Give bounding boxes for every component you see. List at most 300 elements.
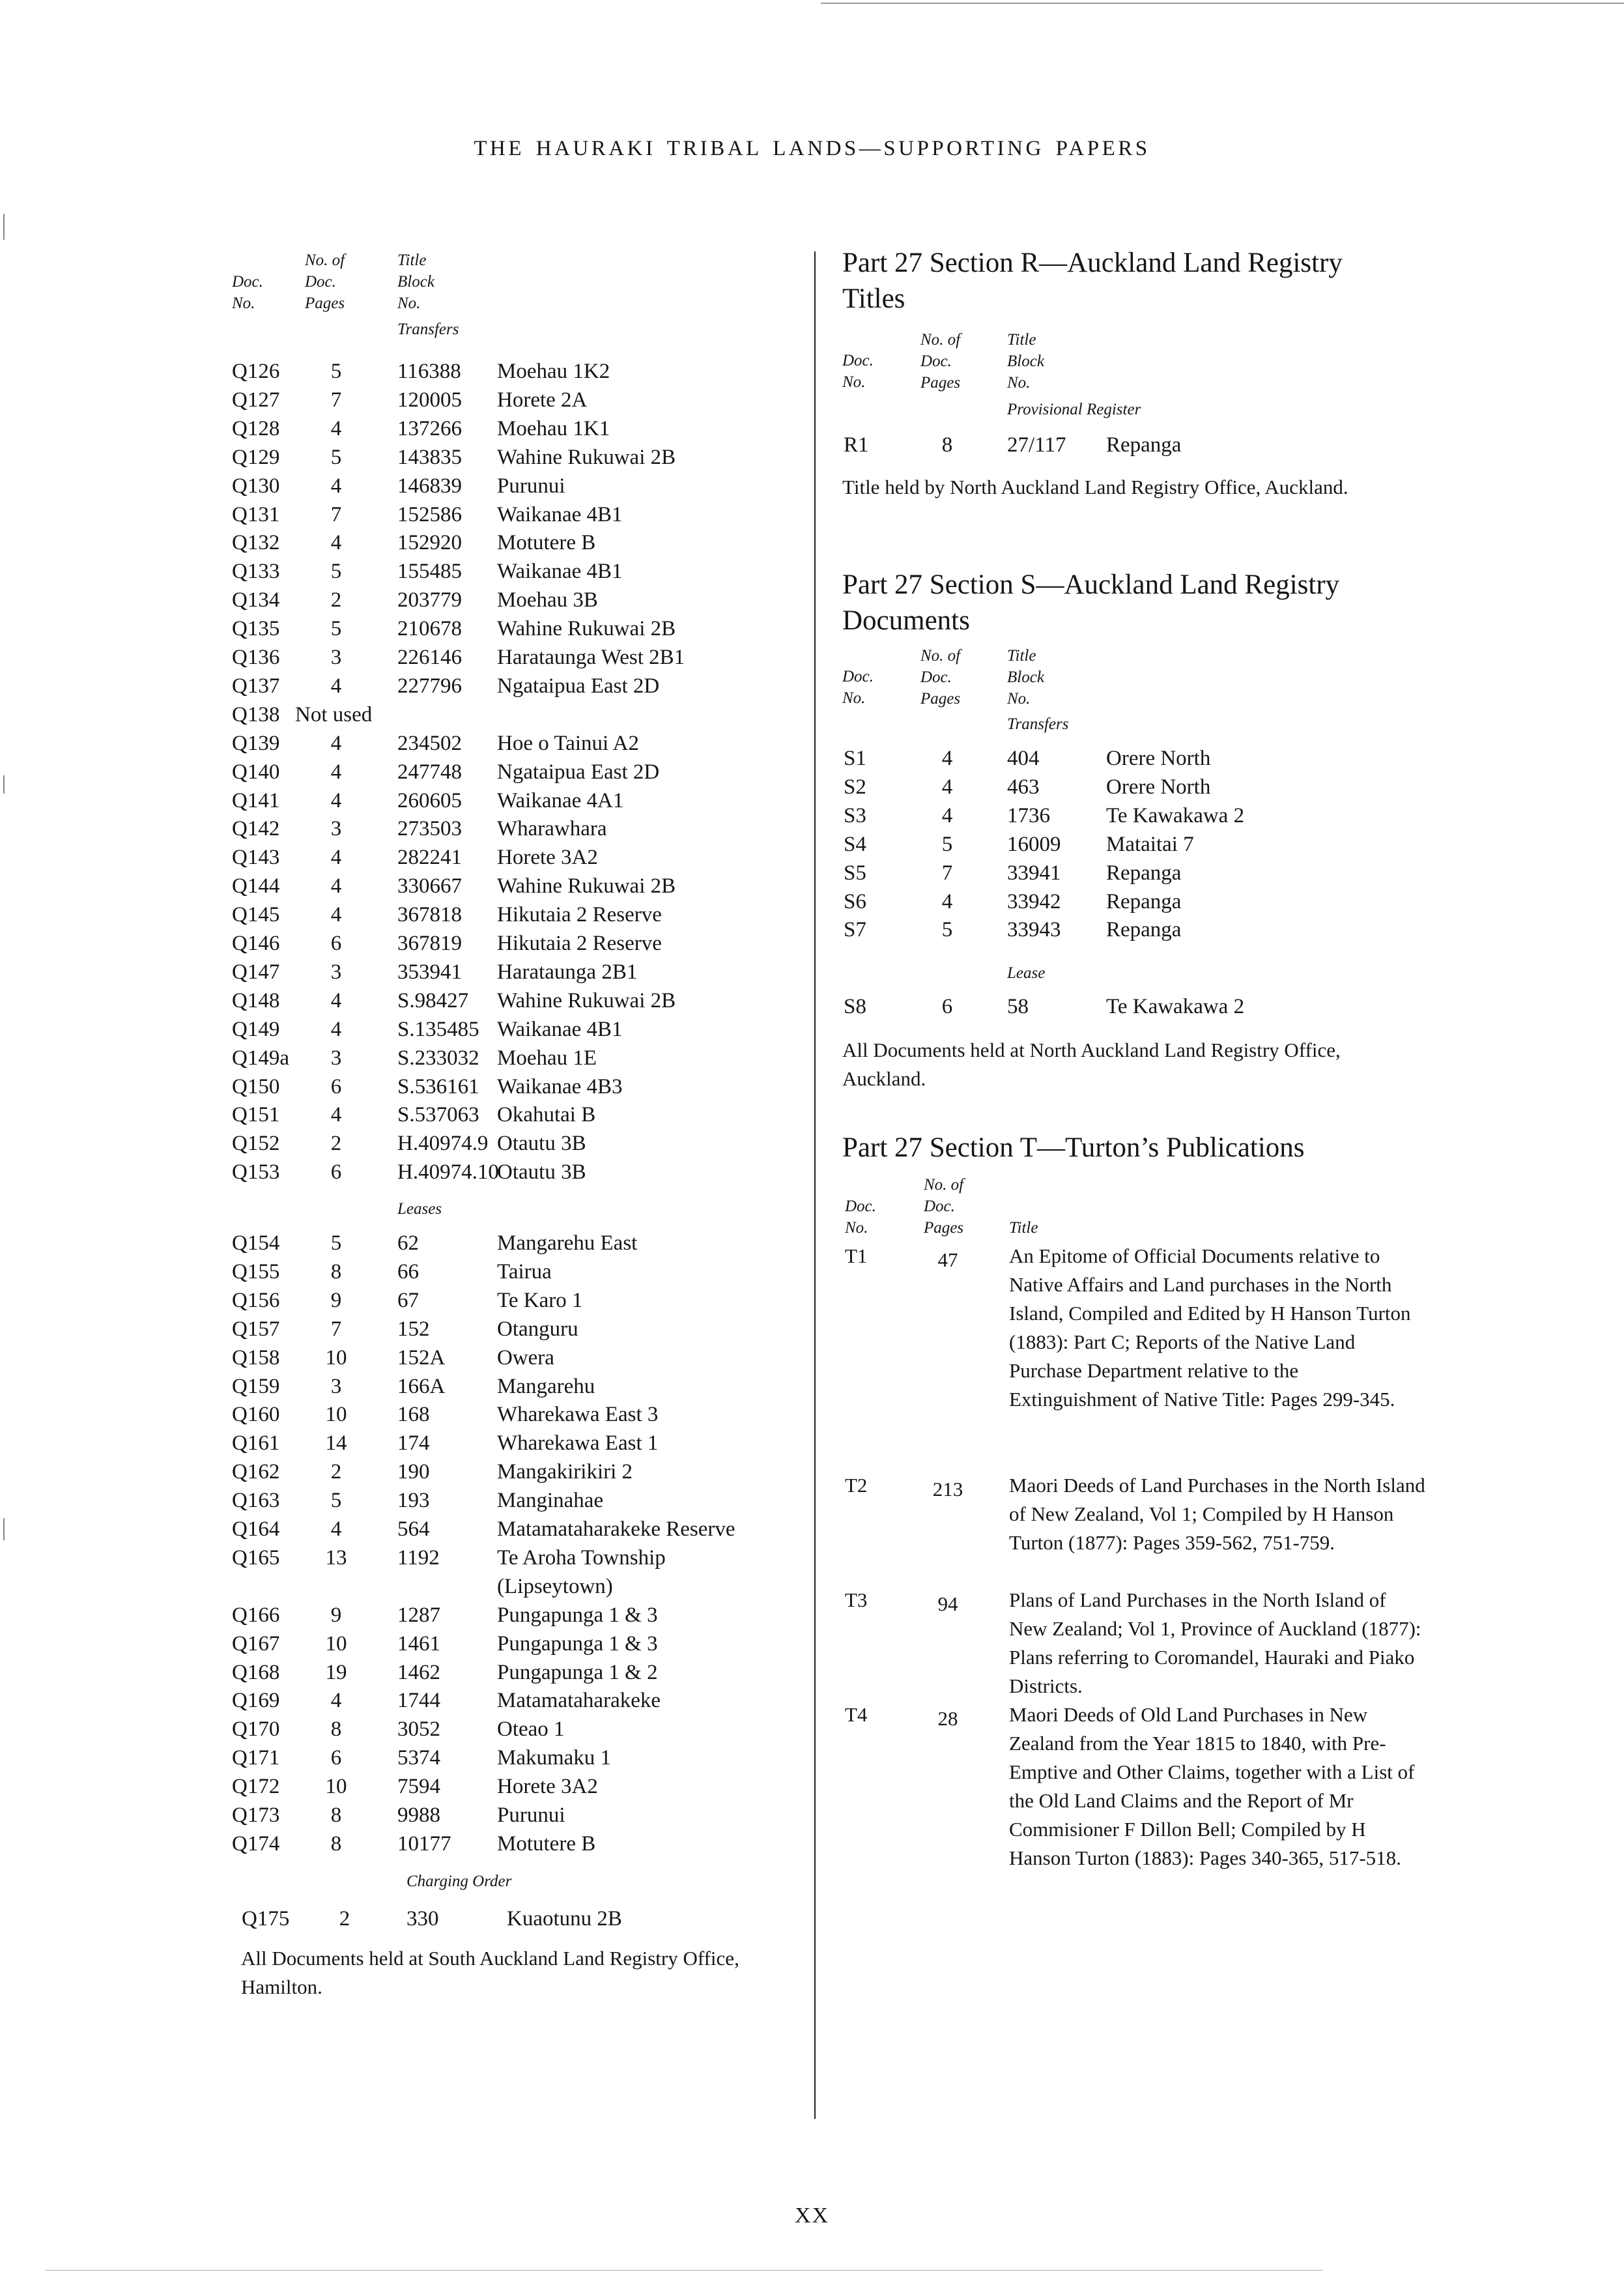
title-block-no: 463 — [1007, 775, 1040, 799]
page-count: 4 — [330, 903, 342, 927]
page-count: 8 — [330, 1717, 342, 1742]
doc-number: Q171 — [232, 1746, 280, 1770]
block-name: Wahine Rukuwai 2B — [497, 617, 676, 641]
page-count: 7 — [330, 502, 342, 526]
doc-number: Q137 — [232, 674, 280, 698]
publication-title: Maori Deeds of Old Land Purchases in New Zealand from the Year 1815 to 1840, with Pre-Emptive and Other Claims, together with a List of the Old Land Claims and the Report of Mr Commisioner F Dillon Bell; Compiled by H Hanson Turton (1883): Pages 340-365, 517-518. — [1009, 1703, 1415, 1869]
page-count: 7 — [941, 861, 953, 885]
title-block-no: S.135485 — [397, 1017, 479, 1041]
title-block-no: 33942 — [1007, 889, 1061, 913]
title-block-no: 62 — [397, 1231, 419, 1255]
title-block-no: 564 — [397, 1517, 430, 1541]
page-count: 3 — [330, 960, 342, 984]
subheading-s-lease: Lease — [1007, 964, 1046, 982]
table-row — [0, 992, 1624, 1021]
block-name: Te Kawakawa 2 — [1106, 995, 1245, 1018]
title-block-no: 174 — [397, 1431, 430, 1456]
section-t-title: Part 27 Section T—Turton’s Publications — [842, 1132, 1305, 1163]
page-count: 9 — [330, 1603, 342, 1627]
block-name: Wharekawa East 3 — [497, 1403, 659, 1427]
doc-number: Q166 — [232, 1603, 280, 1627]
doc-number: Q167 — [232, 1631, 280, 1656]
left-footnote: All Documents held at South Auckland Land Registry Office, Hamilton. — [241, 1947, 739, 1998]
doc-number: Q156 — [232, 1288, 280, 1312]
title-block-no: 1192 — [397, 1545, 440, 1570]
title-block-no: 66 — [397, 1259, 419, 1284]
subheading-provisional-register: Provisional Register — [1007, 401, 1141, 418]
block-name: Horete 3A2 — [497, 846, 598, 870]
table-row — [0, 1100, 1624, 1129]
doc-number: Q132 — [232, 531, 280, 555]
table-row — [0, 1904, 1624, 1933]
doc-number: Q154 — [232, 1231, 280, 1255]
doc-number: Q149a — [232, 1046, 289, 1070]
title-block-no: 152A — [397, 1345, 446, 1370]
title-block-no: 367819 — [397, 932, 462, 955]
doc-number: Q139 — [232, 731, 280, 755]
block-name-continued: (Lipseytown) — [497, 1574, 613, 1598]
page-count: 5 — [330, 617, 342, 641]
col-header-pages: No. of Doc. Pages — [305, 251, 345, 312]
block-name: Kuaotunu 2B — [507, 1907, 622, 1931]
block-name: Otanguru — [497, 1317, 578, 1341]
title-block-no: 1287 — [397, 1603, 440, 1627]
doc-number: Q148 — [232, 988, 280, 1012]
col-header-title-block: Title Block No. — [397, 251, 434, 312]
doc-number: Q161 — [232, 1431, 280, 1456]
publication-title: An Epitome of Official Documents relative to Native Affairs and Land purchases in the North Island, Compiled and Edited by H Hanson Turton (1883): Part C; Reports of the Native Land Purchase Department relative to the Extinguishment of Native Title: Pages 299-345. — [1009, 1244, 1411, 1411]
page-count: 8 — [941, 433, 953, 457]
title-block-no: H.40974.9 — [397, 1132, 489, 1156]
section-s-col-header-title: Title Block No. — [1007, 647, 1044, 708]
page-count: 10 — [325, 1345, 347, 1370]
block-name: Mangakirikiri 2 — [497, 1460, 633, 1484]
table-row — [0, 744, 1624, 773]
block-name: Ngataipua East 2D — [497, 674, 660, 698]
title-block-no: 353941 — [397, 960, 462, 984]
title-block-no: 1744 — [397, 1689, 440, 1713]
subheading-charging-order: Charging Order — [406, 1873, 512, 1890]
block-name: Matamataharakeke Reserve — [497, 1517, 735, 1541]
doc-number: Q126 — [232, 360, 280, 383]
table-row — [0, 500, 1624, 529]
page-count: 10 — [325, 1775, 347, 1799]
block-name: Repanga — [1106, 861, 1182, 885]
table-row — [0, 431, 1624, 459]
block-name: Otautu 3B — [497, 1132, 586, 1156]
page-count: 8 — [330, 1831, 342, 1856]
block-name: Ngataipua East 2D — [497, 760, 660, 784]
page-count: 213 — [932, 1478, 963, 1500]
section-s-col-header-pages: No. of Doc. Pages — [920, 647, 961, 708]
block-name: Pungapunga 1 & 2 — [497, 1660, 658, 1684]
doc-number: Q173 — [232, 1803, 280, 1827]
doc-number: S4 — [844, 832, 866, 856]
section-t-col-header-doc: Doc. No. — [845, 1198, 876, 1237]
page-count: 4 — [330, 788, 342, 812]
title-block-no: 282241 — [397, 846, 462, 870]
title-block-no: 152586 — [397, 502, 462, 526]
table-row — [0, 859, 1624, 887]
doc-number: Q138 — [232, 702, 280, 726]
block-name: Wahine Rukuwai 2B — [497, 874, 676, 898]
title-block-no: 203779 — [397, 588, 462, 612]
doc-number: T3 — [845, 1588, 868, 1611]
doc-number: Q144 — [232, 874, 280, 898]
section-t-col-header-pages: No. of Doc. Pages — [924, 1176, 964, 1237]
block-name: Repanga — [1106, 433, 1182, 457]
page-count: 5 — [330, 360, 342, 383]
section-r-note: Title held by North Auckland Land Registry Office, Auckland. — [842, 476, 1348, 498]
page-count: 6 — [330, 1746, 342, 1770]
title-block-no: 9988 — [397, 1803, 440, 1827]
doc-number: Q147 — [232, 960, 280, 984]
section-s-title: Part 27 Section S—Auckland Land Registry Documents — [842, 569, 1340, 636]
block-name: Repanga — [1106, 889, 1182, 913]
block-name: Manginahae — [497, 1489, 604, 1513]
page-count: 3 — [330, 1046, 342, 1070]
title-block-no: 5374 — [397, 1746, 440, 1770]
title-block-no: 143835 — [397, 445, 462, 469]
title-block-no: 247748 — [397, 760, 462, 784]
page-count: 4 — [330, 731, 342, 755]
doc-number: Q136 — [232, 646, 280, 669]
page-count: 4 — [330, 988, 342, 1012]
title-block-no: 330667 — [397, 874, 462, 898]
page-count: 47 — [937, 1248, 958, 1271]
doc-number: Q152 — [232, 1132, 280, 1156]
title-block-no: 190 — [397, 1460, 430, 1484]
page-count: 4 — [941, 747, 953, 770]
page-count: 2 — [339, 1907, 350, 1931]
doc-number: R1 — [844, 433, 869, 457]
page-count: 19 — [325, 1660, 347, 1684]
margin-mark — [3, 214, 5, 240]
title-block-no: 27/117 — [1007, 433, 1066, 457]
page-count: 4 — [330, 674, 342, 698]
page-count: 5 — [330, 1489, 342, 1513]
subheading-transfers: Transfers — [397, 321, 459, 338]
title-block-no: 33943 — [1007, 918, 1061, 942]
doc-number: Q169 — [232, 1689, 280, 1713]
page-count: 5 — [330, 445, 342, 469]
title-block-no: 16009 — [1007, 832, 1061, 856]
table-row — [0, 830, 1624, 859]
doc-number: Q157 — [232, 1317, 280, 1341]
block-name: Moehau 1E — [497, 1046, 597, 1070]
doc-number: Q163 — [232, 1489, 280, 1513]
table-row — [0, 643, 1624, 672]
block-name: Wahine Rukuwai 2B — [497, 988, 676, 1012]
block-name: Motutere B — [497, 531, 596, 555]
title-block-no: 168 — [397, 1403, 430, 1427]
page-count: 4 — [330, 874, 342, 898]
doc-number: Q168 — [232, 1660, 280, 1684]
doc-number: S5 — [844, 861, 866, 885]
section-r-col-header-pages: No. of Doc. Pages — [920, 331, 961, 392]
title-block-no: 7594 — [397, 1775, 440, 1799]
section-r-col-header-title: Title Block No. — [1007, 331, 1044, 392]
section-s-col-header-doc: Doc. No. — [842, 668, 874, 707]
title-block-no: S.98427 — [397, 988, 469, 1012]
title-block-no: 260605 — [397, 788, 462, 812]
page-count: 4 — [941, 775, 953, 799]
page-count: 4 — [941, 803, 953, 827]
not-used-note: Not used — [295, 702, 373, 726]
page-count: 4 — [330, 760, 342, 784]
block-name: Moehau 3B — [497, 588, 598, 612]
doc-number: S1 — [844, 747, 866, 770]
doc-number: Q162 — [232, 1460, 280, 1484]
doc-number: Q129 — [232, 445, 280, 469]
doc-number: Q175 — [242, 1907, 290, 1931]
doc-number: S6 — [844, 889, 866, 913]
block-name: Tairua — [497, 1259, 552, 1284]
page-count: 4 — [330, 1017, 342, 1041]
page-count: 9 — [330, 1288, 342, 1312]
title-block-no: 1461 — [397, 1631, 440, 1656]
doc-number: S3 — [844, 803, 866, 827]
doc-number: Q150 — [232, 1074, 280, 1098]
doc-number: Q141 — [232, 788, 280, 812]
title-block-no: 1736 — [1007, 803, 1050, 827]
doc-number: S2 — [844, 775, 866, 799]
subheading-s-transfers: Transfers — [1007, 715, 1069, 733]
page-count: 3 — [330, 646, 342, 669]
page-count: 4 — [330, 846, 342, 870]
block-name: Purunui — [497, 474, 565, 498]
block-name: Te Aroha Township — [497, 1545, 666, 1570]
doc-number: T1 — [845, 1244, 868, 1267]
block-name: Mangarehu East — [497, 1231, 638, 1255]
title-block-no: 137266 — [397, 416, 462, 440]
title-block-no: 227796 — [397, 674, 462, 698]
doc-number: Q143 — [232, 846, 280, 870]
block-name: Orere North — [1106, 747, 1211, 770]
title-block-no: S.536161 — [397, 1074, 479, 1098]
block-name: Waikanae 4B1 — [497, 560, 623, 584]
block-name: Matamataharakeke — [497, 1689, 661, 1713]
page-count: 13 — [325, 1545, 347, 1570]
page-count: 6 — [941, 995, 953, 1018]
table-row — [0, 357, 1624, 386]
block-name: Orere North — [1106, 775, 1211, 799]
title-block-no: 210678 — [397, 617, 462, 641]
doc-number: Q172 — [232, 1775, 280, 1799]
running-head: THE HAURAKI TRIBAL LANDS—SUPPORTING PAPERS — [474, 137, 1150, 160]
table-row — [0, 958, 1624, 986]
doc-number: Q133 — [232, 560, 280, 584]
page-count: 5 — [330, 1231, 342, 1255]
title-block-no: 33941 — [1007, 861, 1061, 885]
block-name: Te Karo 1 — [497, 1288, 583, 1312]
page-count: 5 — [330, 560, 342, 584]
title-block-no: 234502 — [397, 731, 462, 755]
title-block-no: 146839 — [397, 474, 462, 498]
block-name: Hikutaia 2 Reserve — [497, 932, 662, 955]
col-header-doc-no: Doc. No. — [232, 273, 263, 312]
section-s-note: All Documents held at North Auckland Land Registry Office, Auckland. — [842, 1039, 1341, 1090]
block-name: Hoe o Tainui A2 — [497, 731, 639, 755]
page-count: 3 — [330, 817, 342, 841]
block-name: Horete 2A — [497, 388, 588, 412]
block-name: Wahine Rukuwai 2B — [497, 445, 676, 469]
block-name: Owera — [497, 1345, 554, 1370]
table-row — [0, 1429, 1624, 1457]
page-count: 8 — [330, 1259, 342, 1284]
title-block-no: 10177 — [397, 1831, 451, 1856]
doc-number: Q165 — [232, 1545, 280, 1570]
block-name: Purunui — [497, 1803, 565, 1827]
title-block-no: 155485 — [397, 560, 462, 584]
doc-number: Q135 — [232, 617, 280, 641]
page-count: 10 — [325, 1403, 347, 1427]
block-name: Harataunga 2B1 — [497, 960, 638, 984]
block-name: Waikanae 4A1 — [497, 788, 624, 812]
title-block-no: S.537063 — [397, 1103, 479, 1127]
page-number: XX — [794, 2204, 830, 2228]
block-name: Wharawhara — [497, 817, 607, 841]
doc-number: Q153 — [232, 1160, 280, 1185]
block-name: Harataunga West 2B1 — [497, 646, 685, 669]
title-block-no: 152 — [397, 1317, 430, 1341]
doc-number: T4 — [845, 1703, 868, 1726]
doc-number: Q158 — [232, 1345, 280, 1370]
block-name: Mataitai 7 — [1106, 832, 1194, 856]
page-count: 2 — [330, 1460, 342, 1484]
bottom-rule — [46, 2270, 1322, 2271]
page-count: 4 — [330, 1689, 342, 1713]
table-row — [0, 386, 1624, 414]
table-row — [0, 672, 1624, 700]
page-count: 2 — [330, 1132, 342, 1156]
title-block-no: 120005 — [397, 388, 462, 412]
section-t-col-header-title: Title — [1009, 1219, 1038, 1237]
title-block-no: 404 — [1007, 747, 1040, 770]
page-count: 4 — [330, 474, 342, 498]
doc-number: Q130 — [232, 474, 280, 498]
title-block-no: 166A — [397, 1374, 446, 1398]
title-block-no: S.233032 — [397, 1046, 479, 1070]
table-row — [0, 528, 1624, 557]
title-block-no: 67 — [397, 1288, 419, 1312]
doc-number: T2 — [845, 1474, 868, 1497]
block-name: Pungapunga 1 & 3 — [497, 1631, 658, 1656]
page-count: 4 — [330, 1517, 342, 1541]
block-name: Makumaku 1 — [497, 1746, 612, 1770]
block-name: Repanga — [1106, 918, 1182, 942]
section-r-title: Part 27 Section R—Auckland Land Registry Titles — [842, 248, 1343, 314]
page-count: 6 — [330, 1074, 342, 1098]
doc-number: Q160 — [232, 1403, 280, 1427]
page-count: 7 — [330, 1317, 342, 1341]
block-name: Horete 3A2 — [497, 1775, 598, 1799]
block-name: Moehau 1K2 — [497, 360, 610, 383]
doc-number: Q145 — [232, 903, 280, 927]
table-row — [0, 773, 1624, 801]
page-count: 4 — [330, 416, 342, 440]
block-name: Otautu 3B — [497, 1160, 586, 1185]
table-row — [0, 887, 1624, 916]
doc-number: Q140 — [232, 760, 280, 784]
doc-number: Q155 — [232, 1259, 280, 1284]
doc-number: Q127 — [232, 388, 280, 412]
doc-number: S8 — [844, 995, 866, 1018]
publication-title: Plans of Land Purchases in the North Island of New Zealand; Vol 1, Province of Auckland (1877): Plans referring to Coromandel, Hauraki and Piako Districts. — [1009, 1588, 1421, 1697]
doc-number: Q164 — [232, 1517, 280, 1541]
table-row — [0, 915, 1624, 944]
title-block-no: 193 — [397, 1489, 430, 1513]
title-block-no: 1462 — [397, 1660, 440, 1684]
doc-number: Q151 — [232, 1103, 280, 1127]
title-block-no: H.40974.10 — [397, 1160, 499, 1185]
section-r-col-header-doc: Doc. No. — [842, 352, 874, 391]
block-name: Moehau 1K1 — [497, 416, 610, 440]
page-count: 7 — [330, 388, 342, 412]
title-block-no: 116388 — [397, 360, 461, 383]
doc-number: Q128 — [232, 416, 280, 440]
page-count: 4 — [941, 889, 953, 913]
top-rule — [821, 3, 1624, 4]
doc-number: Q142 — [232, 817, 280, 841]
title-block-no: 367818 — [397, 903, 462, 927]
block-name: Oteao 1 — [497, 1717, 565, 1742]
page-count: 4 — [330, 531, 342, 555]
title-block-no: 3052 — [397, 1717, 440, 1742]
doc-number: Q159 — [232, 1374, 280, 1398]
block-name: Waikanae 4B1 — [497, 502, 623, 526]
doc-number: Q149 — [232, 1017, 280, 1041]
page-count: 5 — [941, 918, 953, 942]
block-name: Waikanae 4B1 — [497, 1017, 623, 1041]
doc-number: Q146 — [232, 932, 280, 955]
block-name: Motutere B — [497, 1831, 596, 1856]
subheading-leases: Leases — [397, 1200, 442, 1218]
block-name: Te Kawakawa 2 — [1106, 803, 1245, 827]
page-count: 8 — [330, 1803, 342, 1827]
page-count: 6 — [330, 932, 342, 955]
title-block-no: 330 — [406, 1907, 439, 1931]
title-block-no: 226146 — [397, 646, 462, 669]
page-count: 94 — [937, 1592, 958, 1615]
block-name: Mangarehu — [497, 1374, 595, 1398]
page-count: 10 — [325, 1631, 347, 1656]
doc-number: Q134 — [232, 588, 280, 612]
doc-number: Q131 — [232, 502, 280, 526]
page-count: 3 — [330, 1374, 342, 1398]
table-row — [0, 801, 1624, 830]
doc-number: Q170 — [232, 1717, 280, 1742]
doc-number: Q174 — [232, 1831, 280, 1856]
page-count: 2 — [330, 588, 342, 612]
title-block-no: 273503 — [397, 817, 462, 841]
publication-title: Maori Deeds of Land Purchases in the North Island of New Zealand, Vol 1; Compiled by H Hanson Turton (1877): Pages 359-562, 751-759. — [1009, 1474, 1425, 1554]
block-name: Hikutaia 2 Reserve — [497, 903, 662, 927]
doc-number: S7 — [844, 918, 866, 942]
title-block-no: 58 — [1007, 995, 1029, 1018]
block-name: Waikanae 4B3 — [497, 1074, 623, 1098]
page-count: 14 — [325, 1431, 347, 1456]
page-count: 4 — [330, 1103, 342, 1127]
page-count: 6 — [330, 1160, 342, 1185]
title-block-no: 152920 — [397, 531, 462, 555]
table-row — [0, 700, 1624, 729]
block-name: Pungapunga 1 & 3 — [497, 1603, 658, 1627]
page-count: 28 — [937, 1707, 958, 1730]
page-count: 5 — [941, 832, 953, 856]
block-name: Wharekawa East 1 — [497, 1431, 659, 1456]
block-name: Okahutai B — [497, 1103, 596, 1127]
